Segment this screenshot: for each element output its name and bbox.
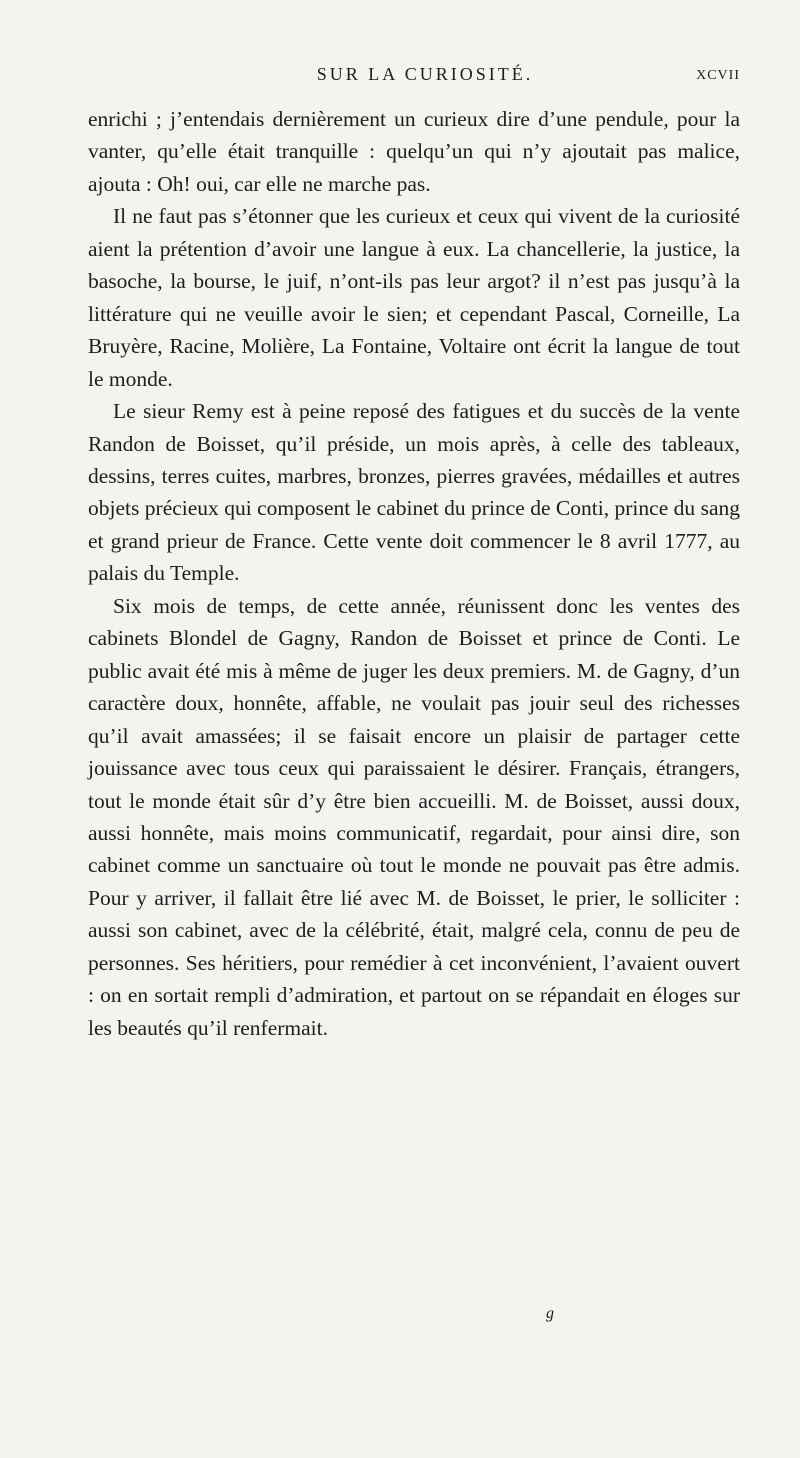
paragraph: Il ne faut pas s’étonner que les curieux et ceux qui vivent de la curiosité aient la prétention d’avoir une langue à eux. La chancellerie, la justice, la basoche, la bourse, le juif, n’ont-ils pas leur argot? il n’est pas jusqu’à la littérature qui ne veuille avoir le sien; et cependant Pascal, Corneille, La Bruyère, Racine, Molière, La Fontaine, Voltaire ont écrit la langue de tout le monde. xyxy=(88,204,740,391)
page-number: XCVII xyxy=(696,68,740,83)
running-head xyxy=(110,60,740,90)
signature-mark: g xyxy=(546,1305,554,1322)
paragraph: Le sieur Remy est à peine reposé des fatigues et du succès de la vente Randon de Boisset, qu’il préside, un mois après, à celle des tableaux, dessins, terres cuites, marbres, bronzes, pierres gravées, médailles et autres objets précieux qui composent le cabinet du prince de Conti, prince du sang et grand prieur de France. Cette vente doit commencer le 8 avril 1777, au palais du Temple. xyxy=(88,399,740,586)
body-text xyxy=(88,103,740,1044)
running-title: SUR LA CURIOSITÉ. xyxy=(316,64,534,84)
paragraph: enrichi ; j’entendais dernièrement un curieux dire d’une pendule, pour la vanter, qu’elle était tranquille : quelqu’un qui n’y ajoutait pas malice, ajouta : Oh! oui, car elle ne marche pas. xyxy=(88,107,740,196)
paragraph: Six mois de temps, de cette année, réunissent donc les ventes des cabinets Blondel de Gagny, Randon de Boisset et prince de Conti. Le public avait été mis à même de juger les deux premiers. M. de Gagny, d’un caractère doux, honnête, affable, ne voulait pas jouir seul des richesses qu’il avait amassées; il se faisait encore un plaisir de partager cette jouissance avec tous ceux qui paraissaient le désirer. Français, étrangers, tout le monde était sûr d’y être bien accueilli. M. de Boisset, aussi doux, aussi honnête, mais moins communicatif, regardait, pour ainsi dire, son cabinet comme un sanctuaire où tout le monde ne pouvait pas être admis. Pour y arriver, il fallait être lié avec M. de Boisset, le prier, le solliciter : aussi son cabinet, avec de la célébrité, était, malgré cela, connu de peu de personnes. Ses héritiers, pour remédier à cet inconvénient, l’avaient ouvert : on en sortait rempli d’admiration, et partout on se répandait en éloges sur les beautés qu’il renfermait. xyxy=(88,593,740,1040)
